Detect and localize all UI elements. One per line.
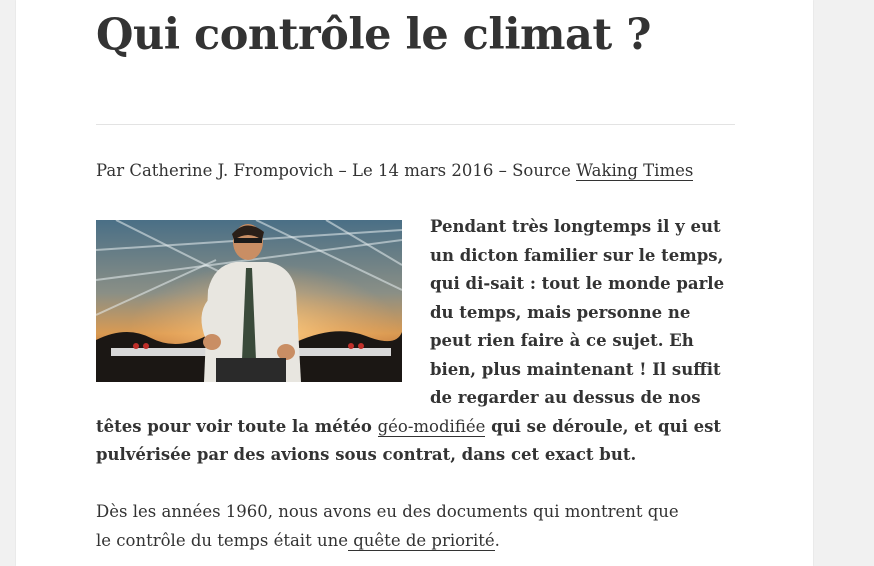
byline-text: Par Catherine J. Frompovich – Le 14 mars 2016 – Source: [96, 161, 577, 180]
title-divider: [96, 124, 735, 125]
para2-text-part2: .: [494, 531, 500, 550]
byline: [96, 158, 693, 184]
page-card: [16, 0, 813, 566]
lead-text-part2: qui se déroule, et qui est pulvérisée par des avions sous contrat, dans cet exact but.: [96, 416, 721, 464]
priority-quest-link[interactable]: quête de priorité: [347, 531, 495, 550]
lead-paragraph: [96, 213, 735, 470]
geo-modified-link[interactable]: géo-modifiée: [377, 416, 486, 436]
body-paragraph: [96, 497, 696, 555]
source-link[interactable]: Waking Times: [576, 161, 694, 180]
image-float-spacer: [96, 213, 402, 385]
article-title: Qui contrôle le climat ?: [96, 10, 651, 60]
para2-text-part1: Dès les années 1960, nous avons eu des documents qui montrent que le contrôle du temps était une: [96, 502, 679, 550]
lead-text-part1: Pendant très longtemps il y eut un dicton familier sur le temps, qui di-sait : tout le monde parle du temps, mais personne ne peut rien faire à ce sujet. Eh bien, plus maintenant ! Il suffit de regarder au dessus de nos têtes pour voir toute la météo: [96, 217, 725, 436]
